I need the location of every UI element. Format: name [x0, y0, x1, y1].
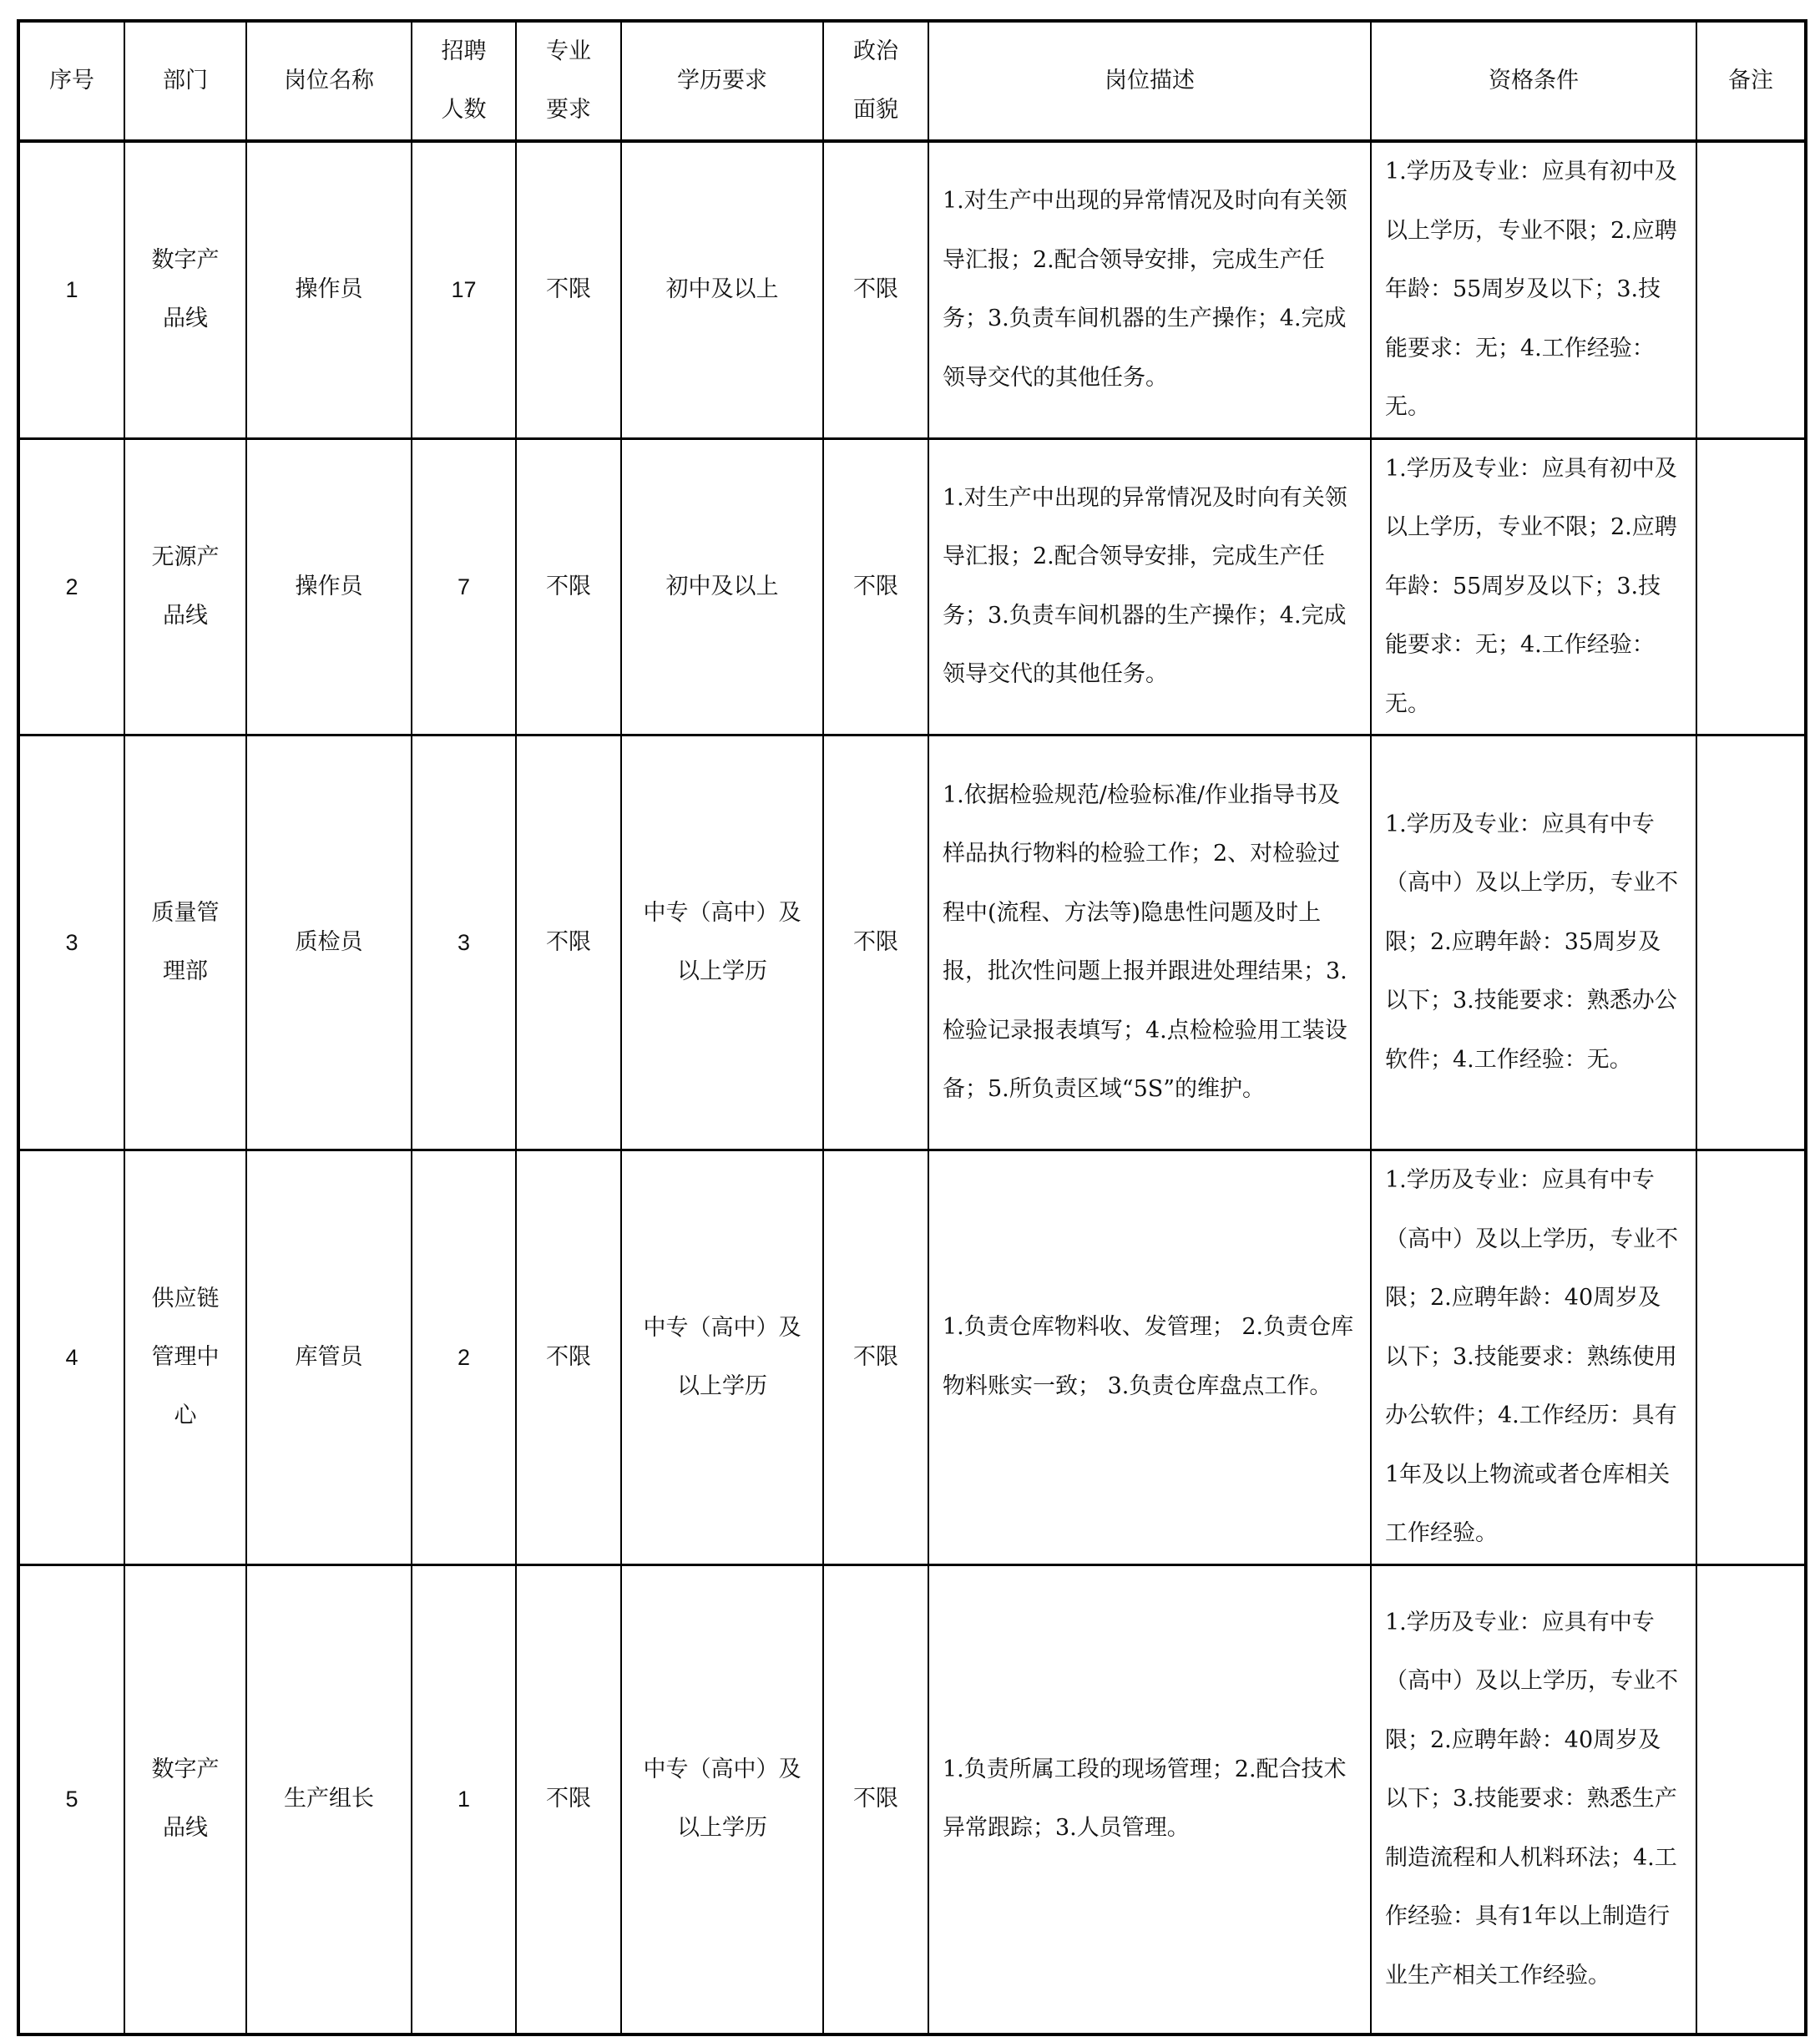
cell-description: 1.负责所属工段的现场管理；2.配合技术异常跟踪；3.人员管理。: [928, 1564, 1371, 2034]
cell-position: 操作员: [246, 438, 412, 735]
header-headcount: [412, 21, 516, 141]
cell-headcount: 3: [412, 735, 516, 1150]
cell-political: 不限: [823, 735, 928, 1150]
table-row: [18, 1150, 1806, 1565]
header-major-line1: 专业: [546, 38, 591, 64]
cell-major: 不限: [516, 1564, 621, 2034]
header-political: [823, 21, 928, 141]
header-qualifications: 资格条件: [1371, 21, 1696, 141]
cell-seq: 5: [18, 1564, 124, 2034]
cell-remarks: [1696, 141, 1806, 438]
cell-political: 不限: [823, 438, 928, 735]
cell-qualifications: 1.学历及专业：应具有中专（高中）及以上学历，专业不限；2.应聘年龄：40周岁及以下；3.技能要求：熟练使用办公软件；4.工作经历：具有1年及以上物流或者仓库相关工作经验。: [1371, 1150, 1696, 1565]
cell-seq: 1: [18, 141, 124, 438]
cell-political: 不限: [823, 1564, 928, 2034]
cell-education: 初中及以上: [621, 438, 823, 735]
cell-headcount: 1: [412, 1564, 516, 2034]
header-description: 岗位描述: [928, 21, 1371, 141]
table-row: [18, 438, 1806, 735]
table-row: [18, 141, 1806, 438]
header-headcount-line1: 招聘: [441, 38, 487, 64]
cell-seq: 4: [18, 1150, 124, 1565]
cell-position: 质检员: [246, 735, 412, 1150]
header-political-line1: 政治: [853, 38, 898, 64]
table-row: [18, 735, 1806, 1150]
cell-headcount: 17: [412, 141, 516, 438]
cell-description: 1.对生产中出现的异常情况及时向有关领导汇报；2.配合领导安排，完成生产任务；3.负责车间机器的生产操作；4.完成领导交代的其他任务。: [928, 438, 1371, 735]
header-major-line2: 要求: [546, 97, 591, 123]
cell-headcount: 7: [412, 438, 516, 735]
header-seq: 序号: [18, 21, 124, 141]
cell-remarks: [1696, 1564, 1806, 2034]
cell-education: 初中及以上: [621, 141, 823, 438]
cell-political: 不限: [823, 1150, 928, 1565]
cell-description: 1.负责仓库物料收、发管理； 2.负责仓库物料账实一致； 3.负责仓库盘点工作。: [928, 1150, 1371, 1565]
cell-position: 操作员: [246, 141, 412, 438]
header-remarks: 备注: [1696, 21, 1806, 141]
cell-education: 中专（高中）及以上学历: [621, 1150, 823, 1565]
cell-education: 中专（高中）及以上学历: [621, 1564, 823, 2034]
header-education: 学历要求: [621, 21, 823, 141]
cell-political: 不限: [823, 141, 928, 438]
cell-department: 数字产品线: [124, 141, 246, 438]
cell-major: 不限: [516, 141, 621, 438]
cell-qualifications: 1.学历及专业：应具有中专（高中）及以上学历，专业不限；2.应聘年龄：35周岁及以下；3.技能要求：熟悉办公软件；4.工作经验：无。: [1371, 735, 1696, 1150]
cell-description: 1.依据检验规范/检验标准/作业指导书及样品执行物料的检验工作；2、对检验过程中(流程、方法等)隐患性问题及时上报，批次性问题上报并跟进处理结果；3.检验记录报表填写；4.点检检验用工装设备；5.所负责区域“5S”的维护。: [928, 735, 1371, 1150]
cell-department: 无源产品线: [124, 438, 246, 735]
cell-description: 1.对生产中出现的异常情况及时向有关领导汇报；2.配合领导安排，完成生产任务；3.负责车间机器的生产操作；4.完成领导交代的其他任务。: [928, 141, 1371, 438]
cell-position: 生产组长: [246, 1564, 412, 2034]
cell-remarks: [1696, 438, 1806, 735]
table-header-row: [18, 21, 1806, 141]
header-major: [516, 21, 621, 141]
cell-major: 不限: [516, 438, 621, 735]
cell-department: 质量管理部: [124, 735, 246, 1150]
cell-seq: 3: [18, 735, 124, 1150]
header-department: 部门: [124, 21, 246, 141]
cell-qualifications: 1.学历及专业：应具有初中及以上学历，专业不限；2.应聘年龄：55周岁及以下；3.技能要求：无；4.工作经验：无。: [1371, 141, 1696, 438]
cell-major: 不限: [516, 735, 621, 1150]
cell-department: 供应链管理中心: [124, 1150, 246, 1565]
table-row: [18, 1564, 1806, 2034]
cell-major: 不限: [516, 1150, 621, 1565]
header-headcount-line2: 人数: [441, 97, 487, 123]
cell-qualifications: 1.学历及专业：应具有初中及以上学历，专业不限；2.应聘年龄：55周岁及以下；3.技能要求：无；4.工作经验：无。: [1371, 438, 1696, 735]
recruitment-table: [17, 19, 1807, 2036]
cell-position: 库管员: [246, 1150, 412, 1565]
cell-headcount: 2: [412, 1150, 516, 1565]
header-position: 岗位名称: [246, 21, 412, 141]
cell-education: 中专（高中）及以上学历: [621, 735, 823, 1150]
cell-department: 数字产品线: [124, 1564, 246, 2034]
cell-qualifications: 1.学历及专业：应具有中专（高中）及以上学历，专业不限；2.应聘年龄：40周岁及以下；3.技能要求：熟悉生产制造流程和人机料环法；4.工作经验：具有1年以上制造行业生产相关工作经验。: [1371, 1564, 1696, 2034]
header-political-line2: 面貌: [853, 97, 898, 123]
cell-remarks: [1696, 1150, 1806, 1565]
cell-remarks: [1696, 735, 1806, 1150]
cell-seq: 2: [18, 438, 124, 735]
